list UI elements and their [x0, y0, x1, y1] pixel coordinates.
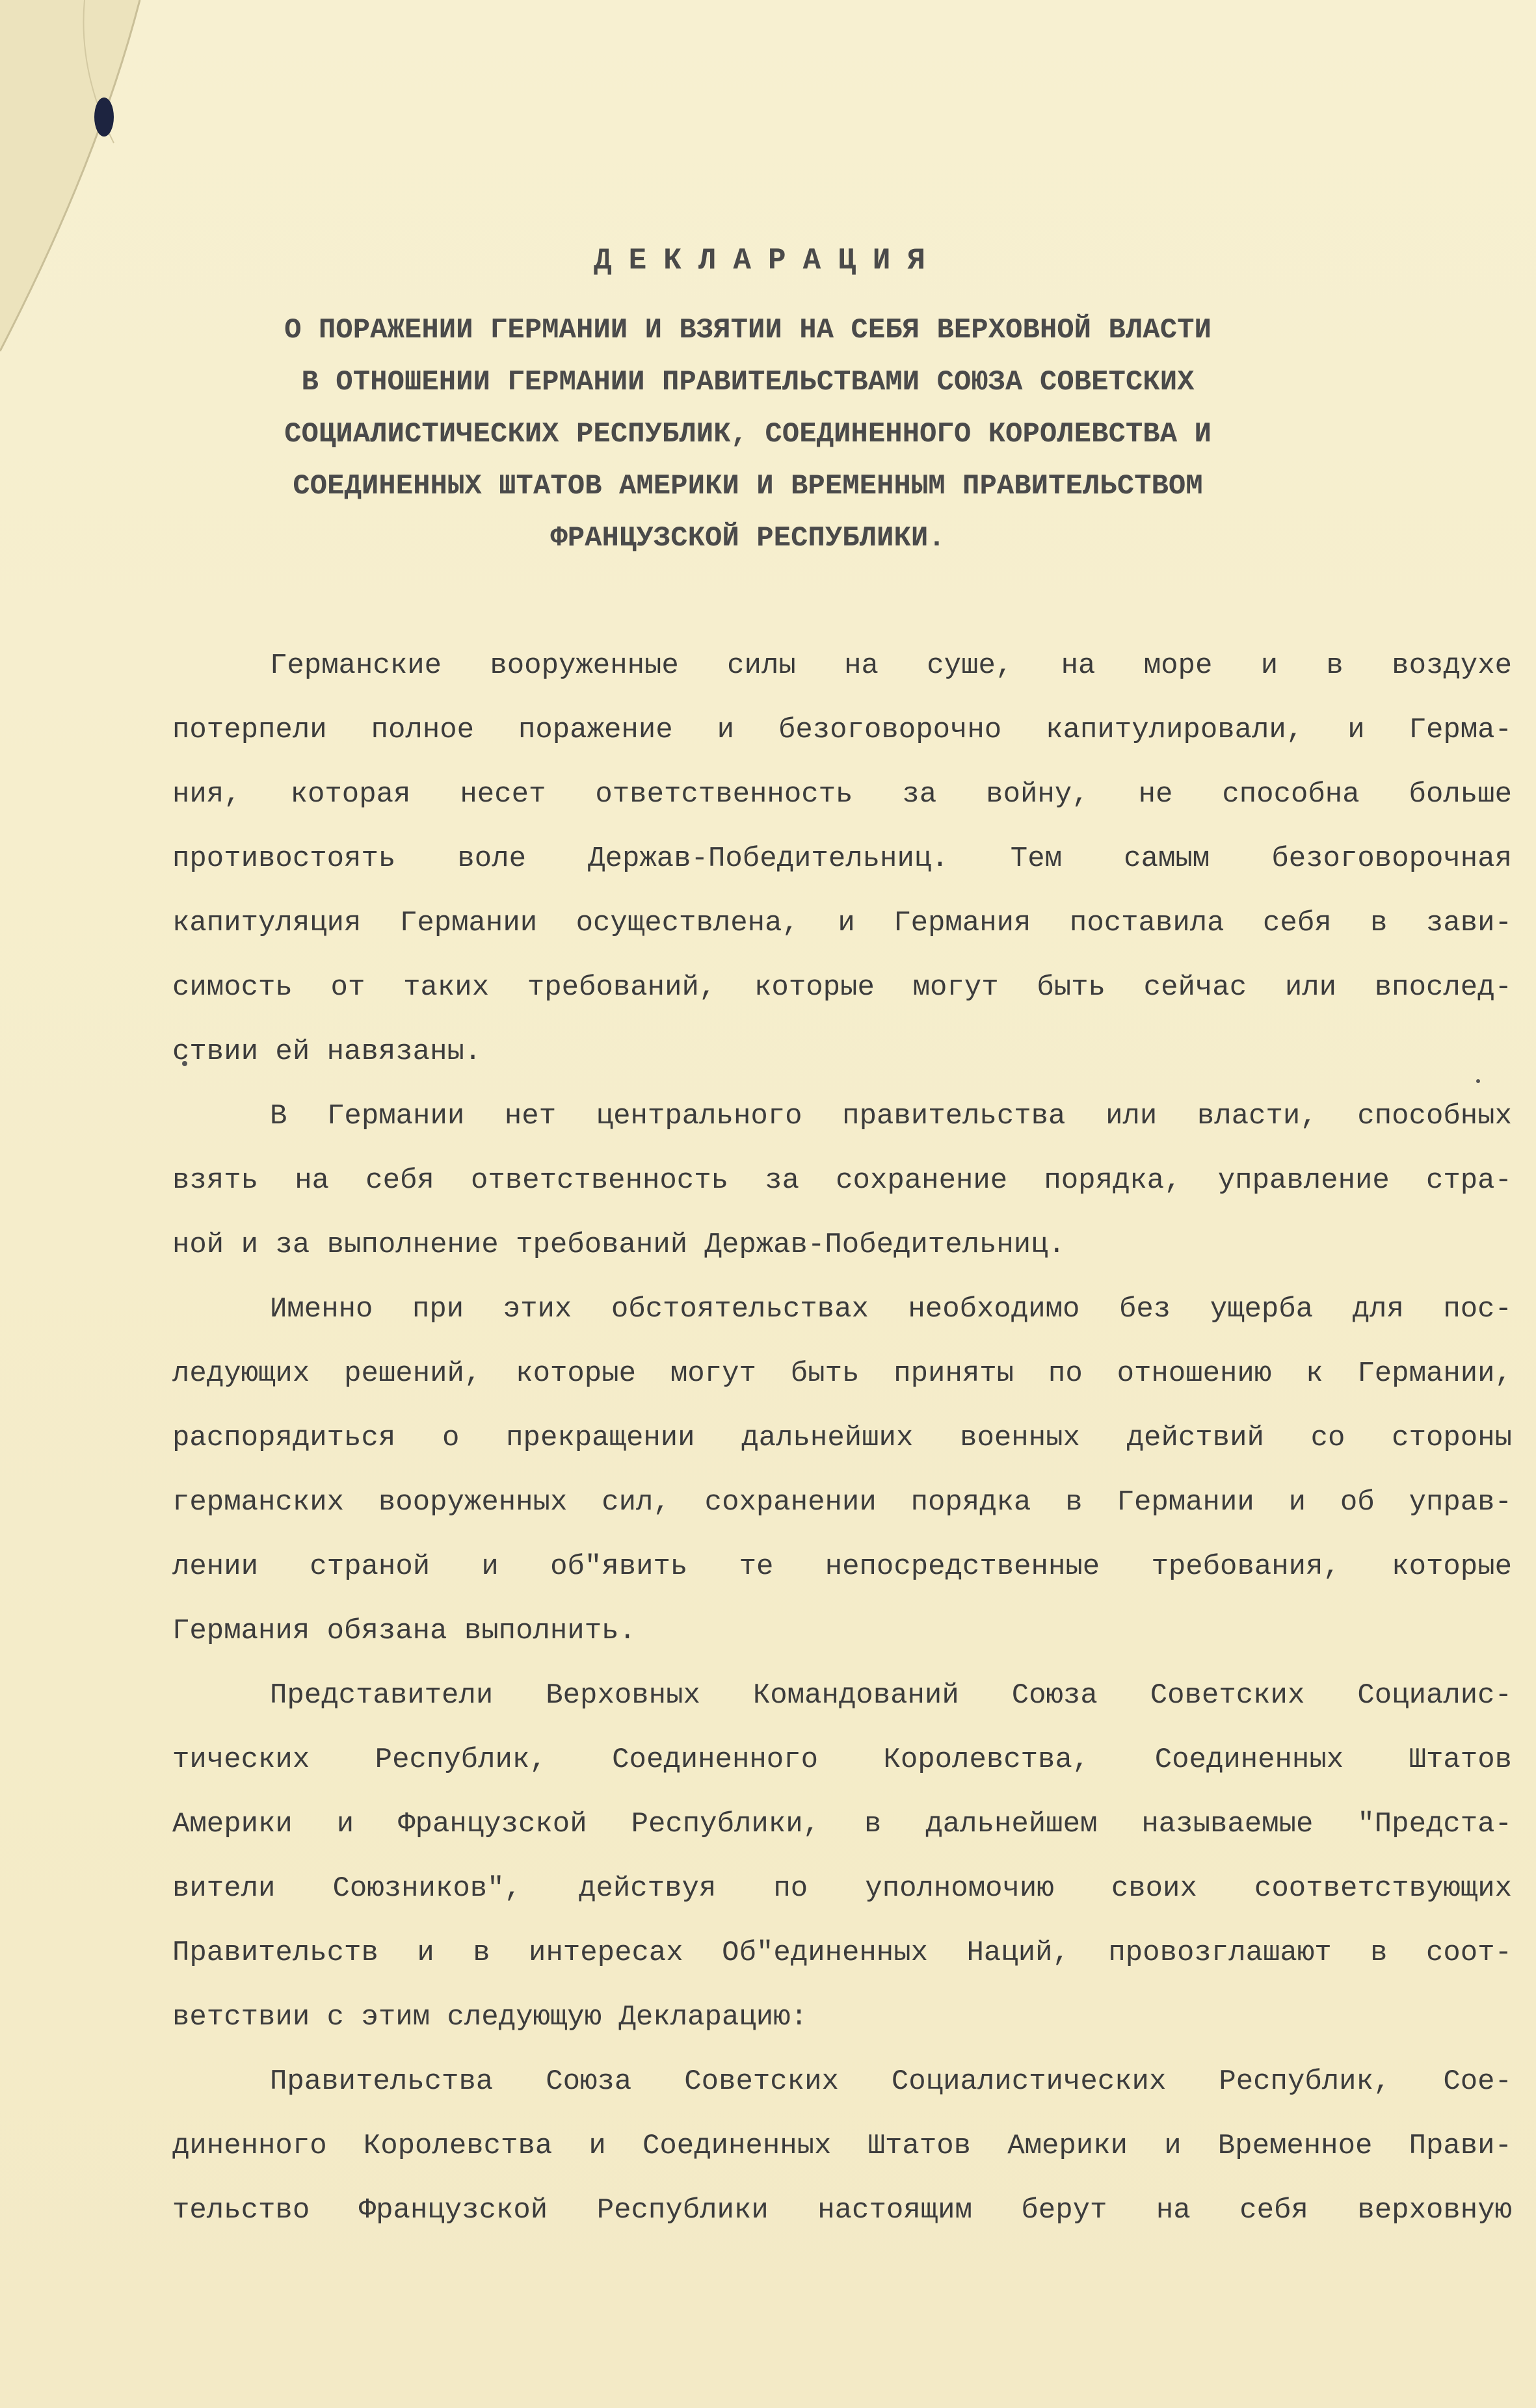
- body-line: взять на себя ответственность за сохранение порядка, управление стра-: [172, 1164, 1512, 1197]
- body-line: потерпели полное поражение и безоговорочно капитулировали, и Герма-: [172, 714, 1512, 746]
- body-line: германских вооруженных сил, сохранении порядка в Германии и об управ-: [172, 1486, 1512, 1519]
- body-line: противостоять воле Держав-Победительниц. Тем самым безоговорочная: [172, 843, 1512, 875]
- body-line: Германские вооруженные силы на суше, на море и в воздухе: [270, 649, 1512, 682]
- body-line: лении страной и об"явить те непосредственные требования, которые: [172, 1551, 1512, 1583]
- subtitle-line: СОЕДИНЕННЫХ ШТАТОВ АМЕРИКИ И ВРЕМЕННЫМ ПРАВИТЕЛЬСТВОМ: [293, 470, 1203, 503]
- body-line: Правительства Союза Советских Социалистических Республик, Сое-: [270, 2065, 1512, 2098]
- body-line: тических Республик, Соединенного Королевства, Соединенных Штатов: [172, 1744, 1512, 1776]
- body-line: симость от таких требований, которые могут быть сейчас или впослед-: [172, 971, 1512, 1004]
- body-line: вители Союзников", действуя по уполномочию своих соответствующих: [172, 1872, 1512, 1905]
- document-title: ДЕКЛАРАЦИЯ: [593, 244, 943, 278]
- body-line: ствии ей навязаны.: [172, 1036, 482, 1068]
- body-line: В Германии нет центрального правительства или власти, способных: [270, 1100, 1512, 1132]
- body-line: Германия обязана выполнить.: [172, 1615, 636, 1647]
- body-line: Америки и Французской Республики, в дальнейшем называемые "Предста-: [172, 1808, 1512, 1840]
- body-line: ния, которая несет ответственность за войну, не способна больше: [172, 778, 1512, 811]
- body-line: ной и за выполнение требований Держав-Победительниц.: [172, 1229, 1066, 1261]
- subtitle-line: О ПОРАЖЕНИИ ГЕРМАНИИ И ВЗЯТИИ НА СЕБЯ ВЕРХОВНОЙ ВЛАСТИ: [284, 314, 1212, 347]
- document-body: [172, 634, 1512, 2243]
- body-line: Именно при этих обстоятельствах необходимо без ущерба для пос-: [270, 1293, 1512, 1326]
- binding-hole: [94, 98, 114, 137]
- subtitle-line: В ОТНОШЕНИИ ГЕРМАНИИ ПРАВИТЕЛЬСТВАМИ СОЮЗА СОВЕТСКИХ: [301, 366, 1195, 399]
- body-line: тельство Французской Республики настоящим берут на себя верховную: [172, 2194, 1512, 2227]
- body-line: ледующих решений, которые могут быть приняты по отношению к Германии,: [172, 1357, 1512, 1390]
- subtitle-line: ФРАНЦУЗСКОЙ РЕСПУБЛИКИ.: [550, 522, 946, 555]
- page-fold-edge: [0, 0, 156, 364]
- body-line: Представители Верховных Командований Союза Советских Социалис-: [270, 1679, 1512, 1712]
- body-line: диненного Королевства и Соединенных Штатов Америки и Временное Прави-: [172, 2130, 1512, 2162]
- body-line: ветствии с этим следующую Декларацию:: [172, 2001, 808, 2034]
- body-line: распорядиться о прекращении дальнейших военных действий со стороны: [172, 1422, 1512, 1454]
- body-line: Правительств и в интересах Об"единенных Наций, провозглашают в соот-: [172, 1937, 1512, 1969]
- subtitle-line: СОЦИАЛИСТИЧЕСКИХ РЕСПУБЛИК, СОЕДИНЕННОГО КОРОЛЕВСТВА И: [284, 418, 1212, 451]
- body-line: капитуляция Германии осуществлена, и Германия поставила себя в зави-: [172, 907, 1512, 939]
- document-subtitle: [215, 304, 1281, 564]
